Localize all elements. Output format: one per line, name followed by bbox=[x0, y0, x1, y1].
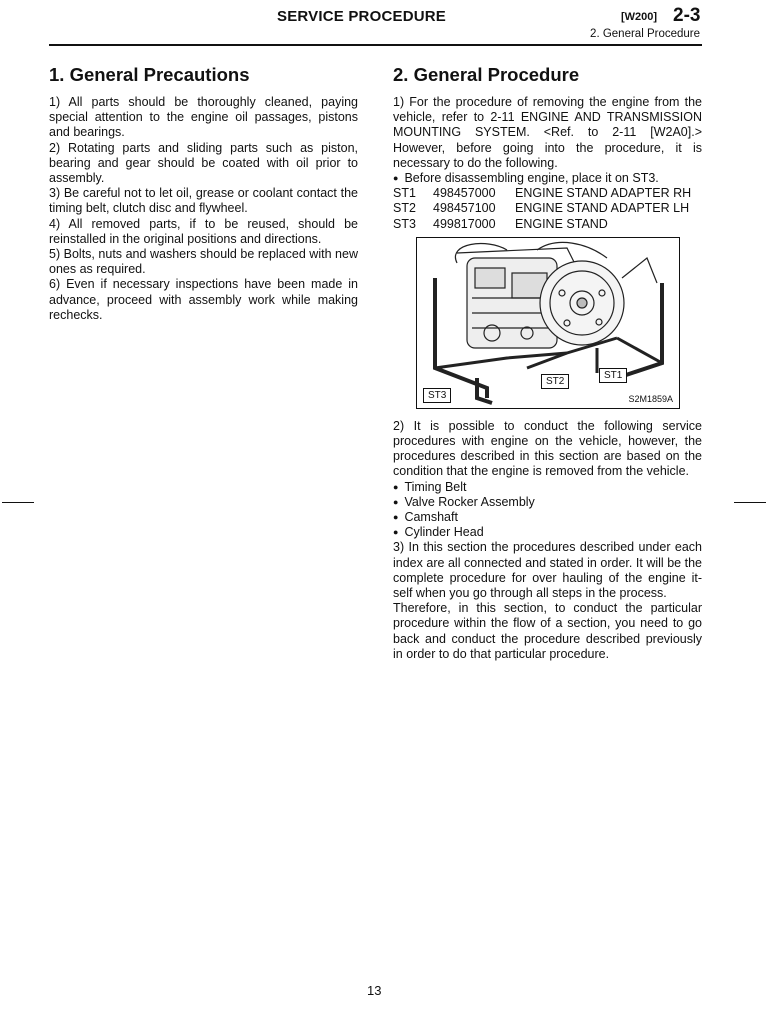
precaution-item: 3) Be careful not to let oil, grease or coolant contact the timing belt, clutch disc and flywheel. bbox=[49, 186, 358, 216]
header-subtitle: 2. General Procedure bbox=[590, 28, 700, 40]
bullet-item: ● Camshaft bbox=[393, 510, 702, 525]
tool-row bbox=[393, 186, 702, 201]
tool-name: ENGINE STAND ADAPTER LH bbox=[515, 201, 690, 216]
procedure-step-1: 1) For the procedure of removing the engine from the vehicle, refer to 2-11 ENGINE AND TRANSMISSION MOUNTING SYSTEM. <Ref. to 2-11 [W2A0].> However, before going into the procedure, it is necessary to do the following. bbox=[393, 95, 702, 170]
tool-list bbox=[393, 186, 702, 232]
figure-label-st3: ST3 bbox=[423, 388, 451, 403]
page-number: 13 bbox=[367, 983, 382, 998]
margin-mark-left bbox=[2, 502, 34, 503]
tool-name: ENGINE STAND bbox=[515, 216, 608, 231]
figure-label-st1: ST1 bbox=[599, 368, 627, 383]
precaution-item: 4) All removed parts, if to be reused, should be reinstalled in the original positions and directions. bbox=[49, 216, 358, 246]
precaution-item: 1) All parts should be thoroughly cleaned, paying special attention to the engine oil passages, pistons and bearings. bbox=[49, 95, 358, 140]
header-title: SERVICE PROCEDURE bbox=[277, 8, 446, 25]
procedure-step-3: 3) In this section the procedures described under each index are all connected and stated in order. It will be the complete procedure for over hauling of the engine it-self when you go through all steps in the process. bbox=[393, 540, 702, 601]
figure-code: S2M1859A bbox=[628, 393, 673, 404]
header-rule bbox=[49, 44, 702, 46]
engine-stand-figure bbox=[416, 237, 680, 409]
bullet-item: ● Cylinder Head bbox=[393, 525, 702, 540]
header-code: [W200] bbox=[621, 11, 658, 23]
precaution-item: 5) Bolts, nuts and washers should be replaced with new ones as required. bbox=[49, 247, 358, 277]
tool-id: ST1 bbox=[393, 186, 416, 201]
tool-part-number: 499817000 bbox=[433, 216, 496, 231]
precaution-item: 6) Even if necessary inspections have been made in advance, proceed with assembly work while making rechecks. bbox=[49, 277, 358, 322]
tool-row bbox=[393, 217, 702, 232]
procedure-note: Therefore, in this section, to conduct the particular procedure within the flow of a section, you need to go back and conduct the procedure described previously in order to do that particular procedure. bbox=[393, 601, 702, 661]
tool-id: ST2 bbox=[393, 201, 416, 216]
bullet-item: ● Timing Belt bbox=[393, 480, 702, 495]
precaution-item: 2) Rotating parts and sliding parts such as piston, bearing and gear should be coated with oil prior to assembly. bbox=[49, 140, 358, 186]
tool-name: ENGINE STAND ADAPTER RH bbox=[515, 186, 692, 201]
bullet-item: ● Valve Rocker Assembly bbox=[393, 495, 702, 510]
left-column bbox=[49, 63, 358, 323]
bullet-item: ● Before disassembling engine, place it on ST3. bbox=[393, 171, 702, 186]
tool-part-number: 498457000 bbox=[433, 186, 496, 201]
general-precautions-heading: 1. General Precautions bbox=[49, 64, 250, 85]
tool-row bbox=[393, 201, 702, 216]
tool-id: ST3 bbox=[393, 216, 416, 231]
tool-part-number: 498457100 bbox=[433, 201, 496, 216]
procedure-step-2: 2) It is possible to conduct the following service procedures with engine on the vehicle, however, the procedures described in this section are based on the condition that the engine is removed from the vehicle. bbox=[393, 418, 702, 479]
figure-label-st2: ST2 bbox=[541, 374, 569, 389]
margin-mark-right bbox=[734, 502, 766, 503]
header-section-number: 2-3 bbox=[673, 5, 701, 26]
right-column bbox=[393, 63, 702, 662]
general-procedure-heading: 2. General Procedure bbox=[393, 64, 580, 85]
